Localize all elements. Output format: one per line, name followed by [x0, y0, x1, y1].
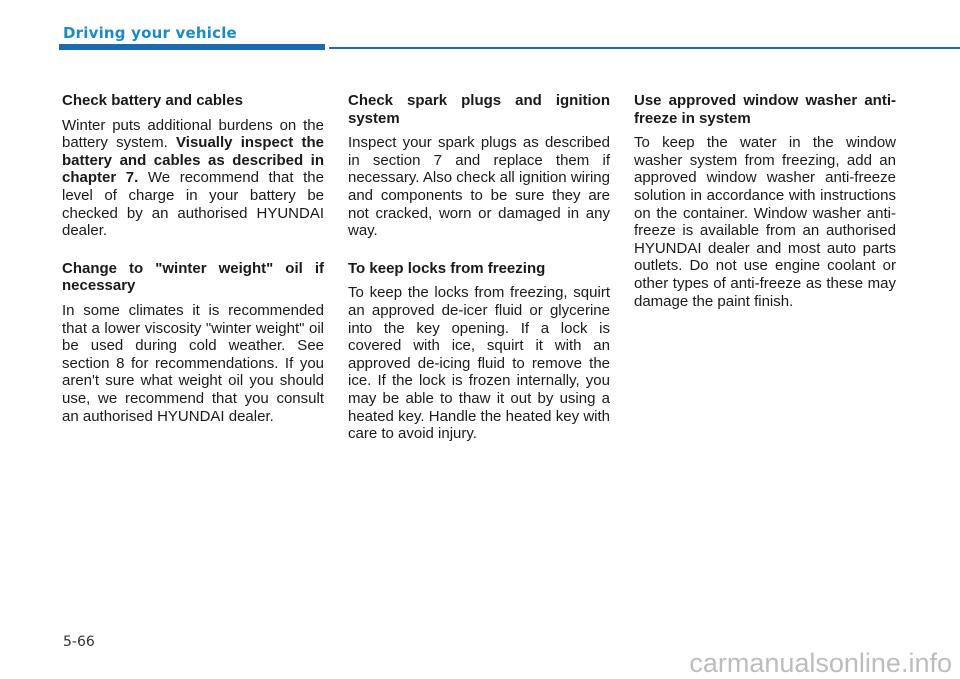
battery-body-start: Winter puts additional burdens on the battery system. [62, 116, 324, 152]
spark-body: Inspect your spark plugs as described in section 7 and replace them if necessary. Also check all ignition wiring and components to be sure they are not cracked, worn or damaged in any way. [348, 134, 610, 240]
spark-heading: Check spark plugs and ignition system [348, 92, 610, 127]
oil-heading: Change to "winter weight" oil if necessary [62, 259, 324, 295]
washer-body: To keep the water in the window washer system from freezing, add an approved window washer anti-freeze solution in accordance with instructions on the container. Window washer anti-freeze is available from an authorised HYUNDAI dealer and most auto parts outlets. Do not use engine coolant or other types of anti-freeze as these may damage the paint finish. [634, 134, 896, 310]
oil-body: In some climates it is recommended that a lower viscosity "winter weight" oil be used during cold weather. See section 8 for recommendations. If you aren't sure what weight oil you should use, we recommend that you consult an authorised HYUNDAI dealer. [62, 301, 324, 425]
locks-body: To keep the locks from freezing, squirt an approved de-icer fluid or glycerine into the key opening. If a lock is covered with ice, squirt it with an approved de-icing fluid to remove the ice. If the lock is frozen internally, you may be able to thaw it out by using a heated key. Handle the heated key with care to avoid injury. [348, 284, 610, 443]
page-number: 5-66 [63, 634, 95, 650]
column-1 [62, 92, 324, 445]
column-3 [634, 92, 896, 330]
column-2 [348, 92, 610, 463]
watermark: carmanualsonline.info [689, 648, 952, 678]
washer-heading: Use approved window washer anti-freeze in system [634, 92, 896, 127]
battery-heading: Check battery and cables [62, 92, 243, 109]
battery-body-bold: Visually inspect the battery and cables as described in chapter 7. [62, 134, 324, 187]
header-rule-thick [59, 44, 325, 50]
section-title: Driving your vehicle [63, 24, 237, 42]
locks-heading: To keep locks from freezing [348, 259, 546, 277]
battery-body [62, 117, 324, 240]
battery-body-end: We recommend that the level of charge in your battery be checked by an authorised HYUNDAI dealer. [62, 169, 324, 240]
header-rule-thin [329, 47, 960, 49]
